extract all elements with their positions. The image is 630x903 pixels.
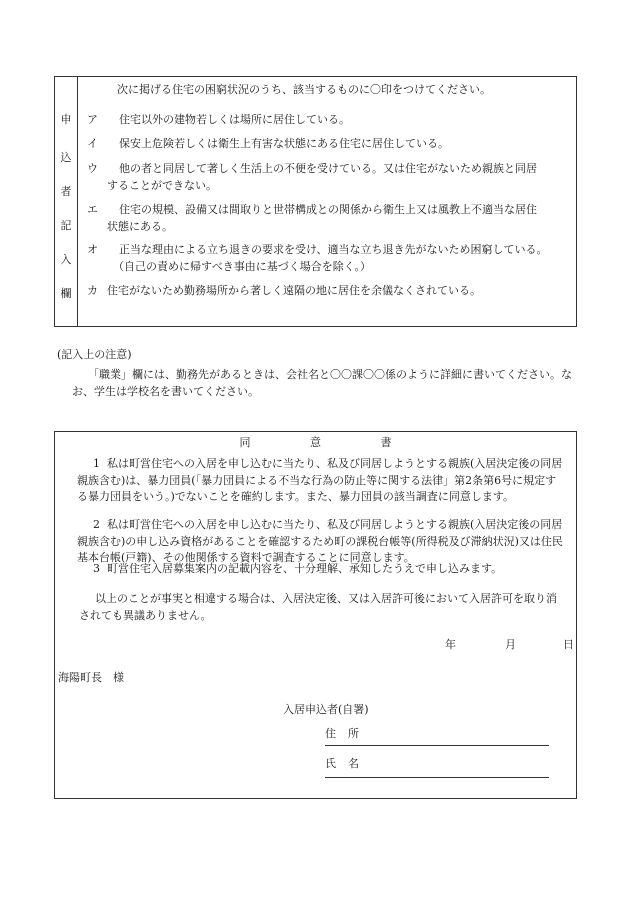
item-marker: イ (87, 137, 98, 150)
date-day-label: 日 (563, 638, 574, 651)
notes-body: 「職業」欄には、勤務先があるときは、会社名と〇〇課〇〇係のように詳細に書いてください。なお、学生は学校名を書いてください。 (72, 368, 572, 398)
checklist-item[interactable] (87, 242, 569, 275)
consent-form-box (54, 431, 577, 799)
clause-number: 3 (93, 562, 100, 575)
consent-clause (77, 517, 567, 567)
clause-text: 私は町営住宅への入居を申し込むに当たり、私及び同居しようとする親族(入居決定後の同居親族含む)の申し込み資格があることを確認するため町の課税台帳等(所得税及び滞納状況)又は住民基本台帳(戸籍)、その他関係する資料で調査することに同意します。 (77, 518, 563, 564)
side-label-char: 入 (60, 253, 72, 266)
item-text-continued: 状態にある。 (107, 219, 173, 233)
item-text: 正当な理由による立ち退きの要求を受け、適当な立ち退き先がないため困窮している。 (119, 243, 548, 256)
checklist-instruction: 次に掲げる住宅の困窮状況のうち、該当するものに〇印をつけてください。 (117, 83, 491, 96)
applicant-label: 入居申込者(自署) (283, 703, 369, 716)
address-field[interactable] (325, 745, 549, 746)
addressee: 海陽町長 様 (58, 671, 124, 684)
consent-title: 同 意 書 (239, 436, 392, 449)
date-year-label: 年 (445, 638, 456, 651)
consent-closing: 以上のことが事実と相違する場合は、入居決定後、又は入居許可後において入居許可を取り消されても異議ありません。 (79, 592, 557, 622)
item-marker: オ (87, 243, 98, 256)
side-label-char: 記 (60, 219, 72, 232)
side-label-char: 者 (60, 185, 72, 198)
side-label-char: 欄 (60, 287, 72, 300)
item-marker: エ (87, 203, 98, 216)
clause-text: 町営住宅入居募集案内の記載内容を、十分理解、承知したうえで申し込みます。 (107, 562, 503, 575)
address-label: 住所 (325, 727, 371, 740)
signature-field[interactable] (325, 777, 549, 778)
clause-number: 1 (93, 457, 100, 470)
checklist-item[interactable] (87, 112, 569, 129)
checklist-item[interactable] (87, 202, 569, 235)
item-text: 保安上危険若しくは衛生上有害な状態にある住宅に居住している。 (119, 137, 449, 150)
item-marker: ア (87, 113, 98, 126)
side-label-char: 申 (60, 113, 72, 126)
consent-clause (77, 561, 567, 578)
item-text-continued: （自己の責めに帰すべき事由に基づく場合を除く。） (113, 259, 372, 273)
clause-text: 私は町営住宅への入居を申し込むに当たり、私及び同居しようとする親族(入居決定後の同居親族含む)は、暴力団員(「暴力団員による不当な行為の防止等に関する法律」第2条第6号に規定する暴力団員をいう。)でないことを確約します。また、暴力団員の該当調査に同意します。 (77, 457, 563, 503)
item-text: 住宅の規模、設備又は間取りと世帯構成との関係から衛生上又は風教上不適当な居住 (119, 203, 537, 216)
consent-clause (77, 456, 567, 506)
item-text: 住宅以外の建物若しくは場所に居住している。 (119, 113, 350, 126)
side-label-char: 込 (60, 151, 72, 164)
item-text-continued: することができない。 (107, 178, 217, 192)
name-label: 氏名 (325, 757, 371, 770)
item-text: 住宅がないため勤務場所から著しく遠隔の地に居住を余儀なくされている。 (107, 284, 481, 297)
item-marker: ウ (87, 162, 98, 175)
checklist-item[interactable] (87, 161, 569, 194)
checklist-item[interactable] (87, 283, 569, 300)
notes-heading: (記入上の注意) (57, 348, 132, 361)
item-text: 他の者と同居して著しく生活上の不便を受けている。又は住宅がないため親族と同居 (119, 162, 537, 175)
hardship-checklist-box (54, 76, 577, 327)
applicant-entry-column (55, 77, 78, 326)
date-month-label: 月 (505, 638, 516, 651)
checklist-item[interactable] (87, 136, 569, 153)
clause-number: 2 (93, 518, 100, 531)
item-marker: カ (87, 284, 98, 297)
